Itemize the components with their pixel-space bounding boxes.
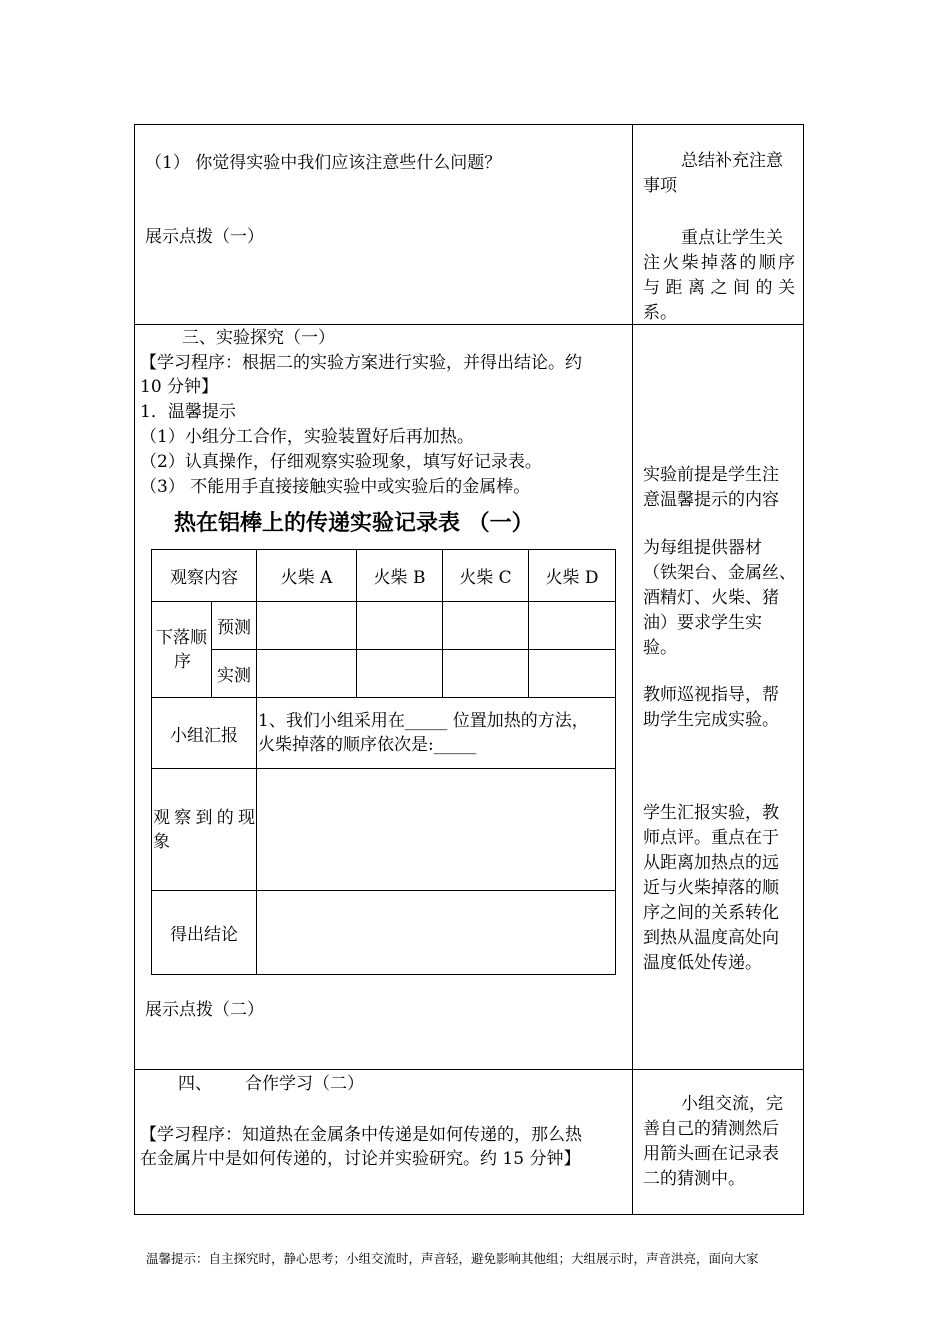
study-program-2-line-2: 在金属片中是如何传递的，讨论并实验研究。约 15 分钟】 (140, 1149, 581, 1169)
side-note-premise (643, 463, 798, 513)
section-heading-4-number: 四、 (178, 1074, 212, 1094)
drop-order-label (152, 626, 211, 674)
record-table-border (151, 768, 615, 769)
side-note-line: 重点让学生关 (681, 228, 783, 248)
side-note-line: 温度低处传递。 (643, 953, 762, 973)
table-top-border (134, 124, 804, 125)
side-note-line: 教师巡视指导，帮 (643, 685, 779, 705)
table-left-border (134, 124, 135, 1215)
side-note-line: 从距离加热点的远 (643, 853, 779, 873)
header-observe: 观察内容 (170, 568, 238, 588)
phenomenon-line: 观察到的现 (153, 808, 255, 828)
group-report-line: 火柴掉落的顺序依次是:_____ (258, 735, 477, 755)
record-table-title: 热在铝棒上的传递实验记录表 （一） (174, 511, 534, 536)
drop-order-line: 序 (174, 652, 191, 672)
group-report-label: 小组汇报 (170, 725, 238, 746)
header-match-b: 火柴 B (373, 568, 426, 588)
side-note-line: 二的猜测中。 (643, 1169, 745, 1189)
display-label-1: 展示点拨（一） (145, 227, 264, 247)
section-heading-3: 三、实验探究（一） (182, 328, 335, 348)
side-note-line: 小组交流，完 (681, 1094, 783, 1114)
drop-order-line: 下落顺 (156, 628, 207, 648)
tip-item-1: （1）小组分工合作，实验装置好后再加热。 (140, 427, 474, 447)
side-note-line: 近与火柴掉落的顺 (643, 878, 779, 898)
side-note-line: 用箭头画在记录表 (643, 1144, 779, 1164)
side-note-equipment (643, 536, 798, 661)
group-report-text (258, 709, 589, 757)
actual-label: 实测 (217, 666, 251, 686)
row2-bottom-border (134, 1069, 804, 1070)
side-note-line: 注火柴掉落的顺序 (643, 253, 795, 273)
table-right-border (803, 124, 804, 1215)
tips-title: 1．温馨提示 (140, 402, 236, 422)
predict-label: 预测 (217, 618, 251, 638)
side-note-guidance (643, 683, 798, 733)
header-match-d: 火柴 D (545, 568, 599, 588)
display-label-2: 展示点拨（二） (145, 1000, 264, 1020)
record-table-border (615, 549, 616, 975)
side-note-focus (643, 226, 795, 326)
column-divider (632, 124, 633, 1215)
side-note-line: 师点评。重点在于 (643, 828, 779, 848)
tip-item-3: （3） 不能用手直接接触实验中或实验后的金属棒。 (140, 477, 531, 497)
record-table-border (151, 974, 615, 975)
side-note-line: 为每组提供器材 (643, 538, 762, 558)
side-note-line: 善自己的猜测然后 (643, 1119, 779, 1139)
side-note-line: 系。 (643, 303, 677, 323)
conclusion-label: 得出结论 (170, 925, 238, 945)
record-table-border (256, 549, 257, 975)
side-note-line: 实验前提是学生注 (643, 465, 779, 485)
side-note-evaluation (643, 801, 798, 976)
side-note-line: 油）要求学生实 (643, 613, 762, 633)
table-bottom-border (134, 1214, 804, 1215)
question-text: （1） 你觉得实验中我们应该注意些什么问题？ (145, 153, 502, 173)
phenomenon-label (153, 806, 255, 854)
side-note-line: 事项 (643, 176, 677, 196)
tip-item-2: （2）认真操作，仔细观察实验现象，填写好记录表。 (140, 452, 542, 472)
side-note-summary (643, 149, 795, 199)
group-report-line: 1、我们小组采用在_____ 位置加热的方法， (258, 711, 589, 731)
side-note-exchange (643, 1092, 798, 1192)
side-note-line: 意温馨提示的内容 (643, 490, 779, 510)
header-match-c: 火柴 C (459, 568, 512, 588)
study-program-2-line-1: 【学习程序：知道热在金属条中传递是如何传递的，那么热 (140, 1125, 582, 1145)
header-match-a: 火柴 A (280, 568, 333, 588)
side-note-line: 验。 (643, 638, 677, 658)
side-note-line: 学生汇报实验，教 (643, 803, 779, 823)
side-note-line: 总结补充注意 (681, 151, 783, 171)
side-note-line: 到热从温度高处向 (643, 928, 779, 948)
record-table-border (211, 649, 615, 650)
side-note-line: （铁架台、金属丝、 (643, 563, 796, 583)
phenomenon-line: 象 (153, 832, 170, 852)
study-program-line-1: 【学习程序：根据二的实验方案进行实验，并得出结论。约 (140, 353, 582, 373)
footer-reminder: 温馨提示：自主探究时，静心思考；小组交流时，声音轻，避免影响其他组；大组展示时，声音洪亮，面向大家 (146, 1251, 759, 1266)
section-heading-4-name: 合作学习（二） (245, 1074, 364, 1094)
study-program-line-2: 10 分钟】 (140, 377, 219, 397)
side-note-line: 助学生完成实验。 (643, 710, 779, 730)
side-note-line: 酒精灯、火柴、猪 (643, 588, 779, 608)
side-note-line: 与距离之间的关 (643, 278, 795, 298)
side-note-line: 序之间的关系转化 (643, 903, 779, 923)
